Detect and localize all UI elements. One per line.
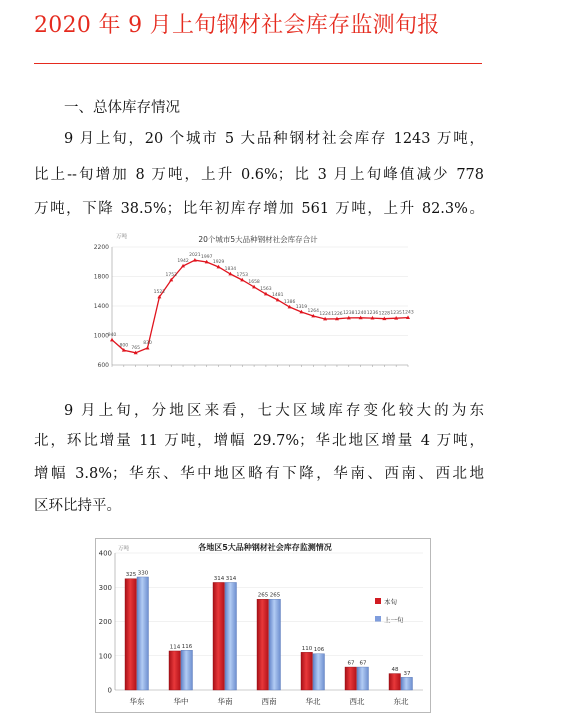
line-chart-unit: 万吨 [116, 234, 128, 240]
data-point-label: 800 [119, 343, 129, 349]
data-point-label: 1319 [295, 304, 308, 310]
data-point-label: 1386 [283, 300, 296, 306]
data-point-label: 1240 [354, 310, 367, 316]
paragraph-2-line: 北，环比增量 11 万吨，增幅 29.7%；华北地区增量 4 万吨， [34, 433, 484, 449]
category-label: 华东 [129, 697, 145, 706]
bar-value-label: 67 [347, 660, 355, 667]
bar-chart-canvas [96, 539, 430, 712]
data-point-label: 1236 [366, 311, 379, 317]
data-point-label: 940 [107, 332, 117, 338]
y-tick-label: 100 [98, 652, 112, 661]
data-point-label: 1658 [248, 279, 260, 285]
data-point-label: 1481 [272, 293, 284, 299]
legend-label-current: 本旬 [384, 598, 397, 606]
bar-previous [313, 654, 325, 690]
y-tick-label: 400 [98, 549, 112, 558]
data-point-label: 1522 [153, 290, 166, 296]
bar-previous [225, 582, 237, 690]
category-label: 西北 [349, 697, 365, 706]
bar-value-label: 106 [313, 647, 325, 654]
document-title: 2020 年 9 月上旬钢材社会库存监测旬报 [34, 13, 440, 38]
y-tick-label: 1000 [93, 332, 109, 340]
bar-previous [269, 599, 281, 690]
data-point-label: 1235 [390, 311, 402, 317]
bar-value-label: 110 [301, 645, 313, 652]
title-divider [34, 63, 482, 64]
data-point-label: 1929 [212, 259, 225, 265]
bar-previous [137, 577, 149, 690]
data-point-marker [146, 346, 150, 350]
data-point-label: 1997 [200, 254, 213, 260]
data-point-label: 1243 [402, 310, 414, 316]
bar-previous [401, 677, 413, 690]
data-point-label: 2021 [189, 253, 201, 259]
bar-current [301, 652, 313, 690]
category-label: 华中 [173, 697, 189, 706]
category-label: 东北 [393, 697, 409, 706]
y-tick-label: 600 [97, 362, 109, 369]
data-point-marker [110, 338, 114, 342]
bar-current [169, 651, 181, 690]
bar-value-label: 314 [225, 575, 237, 582]
data-point-label: 1563 [260, 286, 272, 292]
paragraph-1-line: 比上--旬增加 8 万吨，上升 0.6%；比 3 月上旬峰值减少 778 [34, 167, 484, 183]
bar-value-label: 67 [359, 660, 367, 667]
data-point-label: 1224 [319, 311, 331, 317]
bar-value-label: 330 [137, 570, 149, 577]
y-tick-label: 0 [107, 686, 112, 695]
section-heading: 一、总体库存情况 [64, 100, 180, 116]
bar-chart-title: 各地区5大品种钢材社会库存监测情况 [198, 543, 332, 552]
data-point-label: 830 [143, 341, 152, 347]
y-tick-label: 2200 [93, 244, 109, 251]
y-tick-label: 200 [98, 618, 112, 626]
bar-value-label: 265 [269, 592, 281, 599]
legend-label-previous: 上一旬 [384, 616, 404, 624]
paragraph-1-line: 9 月上旬，20 个城市 5 大品种钢材社会库存 1243 万吨， [64, 131, 484, 147]
bar-current [345, 667, 357, 690]
bar-current [213, 582, 225, 690]
data-point-label: 1238 [343, 310, 355, 316]
bar-current [389, 674, 401, 690]
paragraph-2-line: 9 月上旬，分地区来看，七大区域库存变化较大的为东 [64, 403, 484, 419]
regional-inventory-bar-chart [95, 538, 431, 713]
category-label: 华北 [305, 697, 321, 706]
bar-previous [357, 667, 369, 690]
legend-swatch-previous [375, 616, 381, 622]
category-label: 华南 [217, 697, 233, 706]
total-inventory-line-chart [88, 228, 420, 378]
y-tick-label: 300 [98, 583, 112, 592]
series-line [112, 260, 408, 353]
data-point-label: 1753 [236, 272, 248, 278]
bar-value-label: 325 [125, 572, 137, 579]
bar-value-label: 116 [181, 643, 193, 650]
data-point-label: 765 [131, 345, 140, 351]
paragraph-2-line: 增幅 3.8%；华东、华中地区略有下降，华南、西南、西北地 [34, 466, 484, 482]
paragraph-2-line: 区环比持平。 [34, 498, 121, 514]
y-tick-label: 1400 [93, 303, 109, 310]
bar-value-label: 314 [213, 575, 225, 582]
data-point-label: 1753 [165, 272, 177, 278]
paragraph-1-line: 万吨，下降 38.5%；比年初库存增加 561 万吨，上升 82.3%。 [34, 201, 484, 217]
bar-previous [181, 650, 193, 690]
bar-current [125, 579, 137, 690]
data-point-label: 1228 [378, 311, 391, 317]
bar-value-label: 265 [257, 592, 269, 599]
bar-current [257, 599, 269, 690]
category-label: 西南 [261, 697, 277, 706]
data-point-label: 1834 [224, 266, 237, 272]
legend-swatch-current [375, 598, 381, 604]
bar-value-label: 114 [169, 644, 181, 651]
y-tick-label: 1800 [93, 273, 109, 281]
data-point-label: 1942 [177, 259, 189, 265]
bar-value-label: 48 [391, 667, 399, 674]
bar-value-label: 37 [403, 670, 411, 677]
line-chart-title: 20个城市5大品种钢材社会库存合计 [198, 235, 318, 244]
bar-chart-unit: 万吨 [118, 546, 130, 552]
data-point-label: 1264 [307, 309, 320, 315]
data-point-label: 1226 [331, 311, 343, 317]
